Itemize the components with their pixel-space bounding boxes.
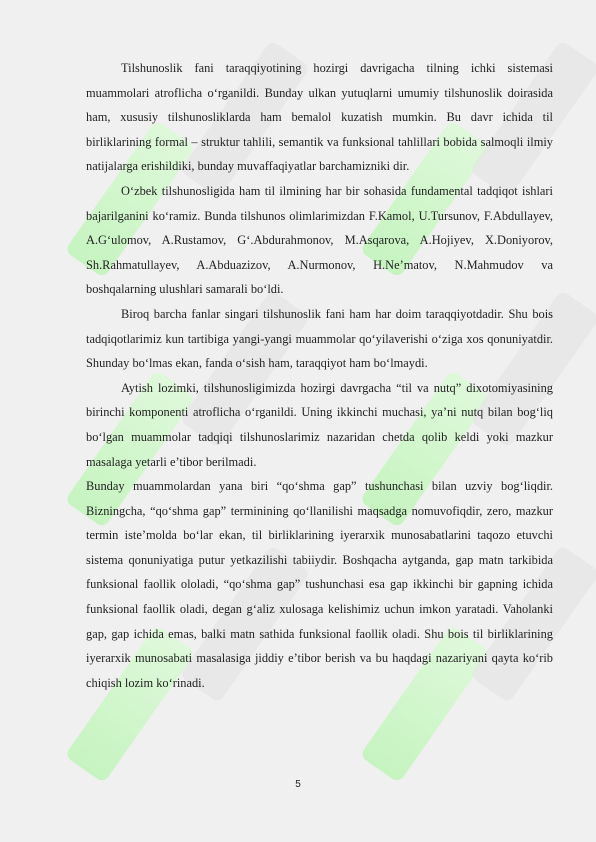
body-text [86,56,553,695]
paragraph: Biroq barcha fanlar singari tilshunoslik fani ham har doim taraqqiyotdadir. Shu bois tadqiqotlarimiz kun tartibiga yangi-yangi muammolar qo‘yilaverishi o‘ziga xos qonuniyatdir. Shunday bo‘lmas ekan, fanda o‘sish ham, taraqqiyot ham bo‘lmaydi. [86,306,553,371]
paragraph: O‘zbek tilshunosligida ham til ilmining har bir sohasida fundamental tadqiqot ishlari bajarilganini ko‘ramiz. Bunda tilshunos olimlarimizdan F.Kamol, U.Tursunov, F.Abdullayev, A.G‘ulomov, A.Rustamov, G‘.Abdurahmonov, M.Asqarova, A.Hojiyev, X.Doniyorov, Sh.Rahmatullayev, A.Abduazizov, A.Nurmonov, H.Ne’matov, N.Mahmudov va boshqalarning ulushlari samarali bo‘ldi. [86,183,553,297]
paragraph: Bunday muammolardan yana biri “qo‘shma gap” tushunchasi bilan uzviy bog‘liqdir. Bizningcha, “qo‘shma gap” terminining qo‘llanilishi maqsadga nomuvofiqdir, zero, mazkur termin iste’molda bo‘lar ekan, til birliklarining iyerarxik munosabatlarini taqozo etuvchi sistema qonuniyatiga putur yetkazilishi tabiiydir. Boshqacha aytganda, gap matn tarkibida funksional faollik ololadi, “qo‘shma gap” tushunchasi esa gap ikkinchi bir gapning ichida funksional faollik oladi, degan g‘aliz xulosaga kelishimiz uchun imkon yaratadi. Vaholanki gap, gap ichida emas, balki matn sathida funksional faollik oladi. Shu bois til birliklarining iyerarxik munosabati masalasiga jiddiy e’tibor berish va bu haqdagi nazariyani qayta ko‘rib chiqish lozim ko‘rinadi. [86,479,553,690]
paragraph: Tilshunoslik fani taraqqiyotining hozirgi davrigacha tilning ichki sistemasi muammolari atroflicha o‘rganildi. Bunday ulkan yutuqlarni umumiy tilshunoslik doirasida ham, xususiy tilshunosliklarda ham bemalol kuzatish mumkin. Bu davr ichida til birliklarining formal – struktur tahlili, semantik va funksional tahlillari bobida salmoqli ilmiy natijalarga erishildiki, bunday muvaffaqiyatlar barchamizniki dir. [86,61,553,174]
page-number: 5 [295,779,301,790]
paragraph: Aytish lozimki, tilshunosligimizda hozirgi davrgacha “til va nutq” dixotomiyasining birinchi komponenti atroflicha o‘rganildi. Uning ikkinchi muchasi, ya’ni nutq bilan bog‘liq bo‘lgan muammolar tadqiqi tilshunoslarimiz nazaridan chetda qolib keldi yoki mazkur masalaga yetarli e’tibor berilmadi. [86,380,553,469]
